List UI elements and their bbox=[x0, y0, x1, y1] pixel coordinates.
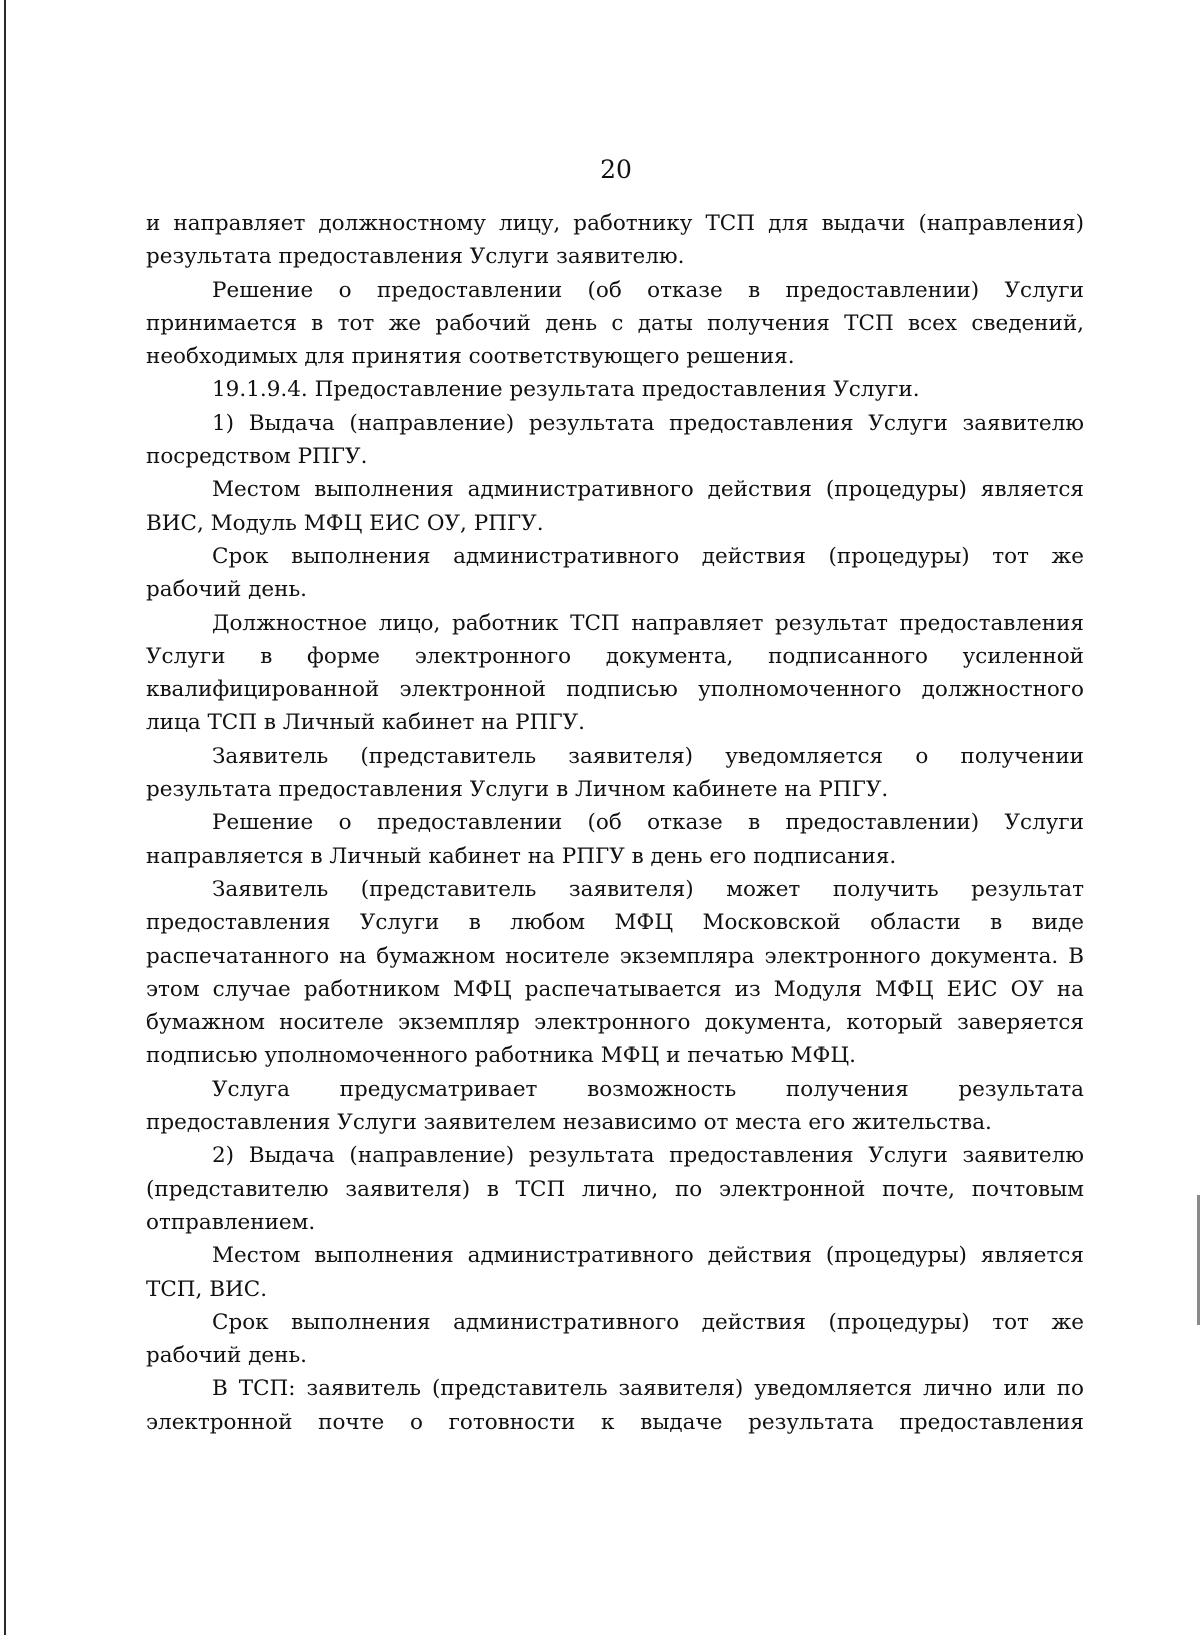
paragraph: Заявитель (представитель заявителя) уведомляется о получении результата предоставления Услуги в Личном кабинете на РПГУ. bbox=[146, 743, 1084, 803]
scan-edge-left bbox=[4, 0, 6, 1635]
section-heading: 19.1.9.4. Предоставление результата предоставления Услуги. bbox=[212, 377, 920, 403]
list-item: 2) Выдача (направление) результата предоставления Услуги заявителю (представителю заявителя) в ТСП лично, по электронной почте, почтовым отправлением. bbox=[146, 1143, 1084, 1235]
list-item: 1) Выдача (направление) результата предоставления Услуги заявителю посредством РПГУ. bbox=[146, 410, 1084, 470]
paragraph: Решение о предоставлении (об отказе в предоставлении) Услуги принимается в тот же рабочий день с даты получения ТСП всех сведений, необходимых для принятия соответствующего решения. bbox=[146, 277, 1084, 370]
paragraph: Решение о предоставлении (об отказе в предоставлении) Услуги направляется в Личный кабинет на РПГУ в день его подписания. bbox=[146, 810, 1084, 869]
paragraph: Местом выполнения административного действия (процедуры) является ВИС, Модуль МФЦ ЕИС ОУ, РПГУ. bbox=[146, 477, 1084, 536]
paragraph: Срок выполнения административного действия (процедуры) тот же рабочий день. bbox=[146, 1309, 1084, 1369]
paragraph: Услуга предусматривает возможность получения результата предоставления Услуги заявителем независимо от места его жительства. bbox=[146, 1076, 1084, 1136]
paragraph: Местом выполнения административного действия (процедуры) является ТСП, ВИС. bbox=[146, 1243, 1084, 1302]
paragraph-continued: В ТСП: заявитель (представитель заявителя) уведомляется лично или по электронной почте о готовности к выдаче результата предоставления bbox=[146, 1376, 1084, 1435]
paragraph: Срок выполнения административного действия (процедуры) тот же рабочий день. bbox=[146, 543, 1084, 603]
paragraph: Должностное лицо, работник ТСП направляет результат предоставления Услуги в форме электронного документа, подписанного усиленной квалифицированной электронной подписью уполномоченного должностного лица ТСП в Личный кабинет на РПГУ. bbox=[146, 610, 1084, 736]
page-number: 20 bbox=[600, 155, 632, 184]
paragraph: и направляет должностному лицу, работнику ТСП для выдачи (направления) результата предоставления Услуги заявителю. bbox=[146, 211, 1084, 270]
document-body bbox=[146, 207, 1084, 1439]
paragraph: Заявитель (представитель заявителя) может получить результат предоставления Услуги в любом МФЦ Московской области в виде распечатанного на бумажном носителе экземпляра электронного документа. В этом случае работником МФЦ распечатывается из Модуля МФЦ ЕИС ОУ на бумажном носителе экземпляр электронного документа, который заверяется подписью уполномоченного работника МФЦ и печатью МФЦ. bbox=[146, 876, 1084, 1069]
